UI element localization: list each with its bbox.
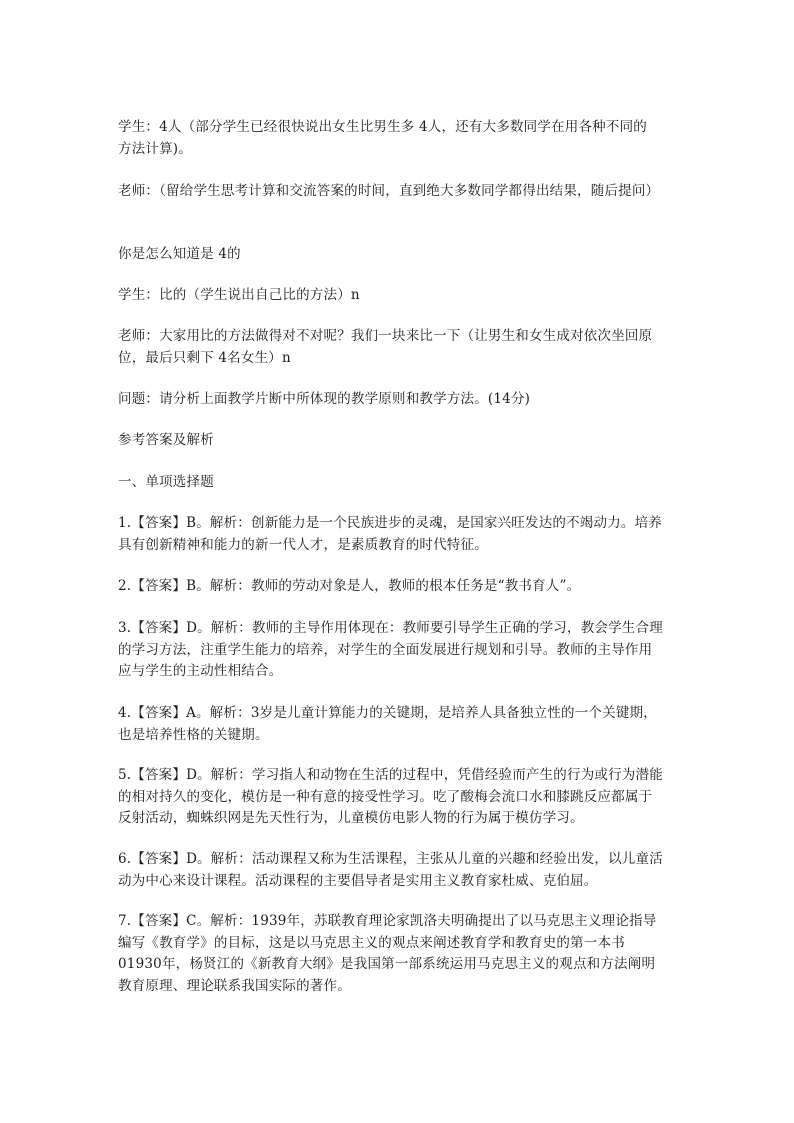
text-line: 方法计算)。 bbox=[118, 140, 192, 157]
paragraph-teacher-wait bbox=[118, 181, 678, 203]
paragraph-teacher-compare bbox=[118, 326, 678, 369]
text-line: 参考答案及解析 bbox=[118, 432, 214, 448]
text-line: 问题：请分析上面教学片断中所体现的教学原则和教学方法。(14分) bbox=[118, 391, 531, 407]
text-line: 动为中心来设计课程。活动课程的主要倡导者是实用主义教育家杜威、克伯屈。 bbox=[118, 872, 598, 889]
answer-item-4 bbox=[118, 703, 678, 746]
text-line: 4.【答案】A。解析：3岁是儿童计算能力的关键期，是培养人具备独立性的一个关键期， bbox=[118, 705, 657, 721]
text-line: 反射活动，蜘蛛织网是先天性行为，儿童模仿电影人物的行为属于模仿学习。 bbox=[118, 810, 584, 826]
text-line: 具有创新精神和能力的新一代人才，是素质教育的时代特征。 bbox=[118, 536, 488, 553]
paragraph-student-compare bbox=[118, 285, 678, 307]
text-line: 6.【答案】D。解析：活动课程又称为生活课程，主张从儿童的兴趣和经验出发，以儿童活 bbox=[118, 851, 663, 867]
paragraph-student-answer-4 bbox=[118, 117, 678, 160]
text-line: 教育原理、理论联系我国实际的著作。 bbox=[118, 977, 351, 994]
text-line: 学生：4人（部分学生已经很快说出女生比男生多 4人，还有大多数同学在用各种不同的 bbox=[118, 119, 647, 135]
text-line: 老师：大家用比的方法做得对不对呢？我们一块来比一下（让男生和女生成对依次坐回原 bbox=[118, 328, 653, 344]
paragraph-question-how bbox=[118, 244, 678, 266]
answer-item-2 bbox=[118, 576, 678, 598]
text-line: 也是培养性格的关键期。 bbox=[118, 726, 269, 743]
text-line: 的学习方法，注重学生能力的培养，对学生的全面发展进行规划和引导。教师的主导作用 bbox=[118, 641, 653, 658]
section-heading-answers bbox=[118, 430, 678, 452]
text-line: 位，最后只剩下 4名女生）n bbox=[118, 349, 291, 366]
text-line: 应与学生的主动性相结合。 bbox=[118, 663, 283, 679]
text-line: 一、单项选择题 bbox=[118, 474, 214, 490]
text-line: 编写《教育学》的目标，这是以马克思主义的观点来阐述教育学和教育史的第一本书 bbox=[118, 934, 625, 951]
answer-item-5 bbox=[118, 765, 678, 830]
text-line: 你是怎么知道是 4的 bbox=[118, 246, 241, 262]
answer-item-3 bbox=[118, 618, 678, 683]
answer-item-6 bbox=[118, 849, 678, 892]
text-line: 2.【答案】B。解析：教师的劳动对象是人，教师的根本任务是“教书育人”。 bbox=[118, 578, 581, 594]
text-line: 5.【答案】D。解析：学习指人和动物在生活的过程中，凭借经验而产生的行为或行为潜能 bbox=[118, 767, 663, 783]
answer-item-1 bbox=[118, 513, 678, 556]
text-line: 3.【答案】D。解析：教师的主导作用体现在：教师要引导学生正确的学习，教会学生合理 bbox=[118, 620, 663, 636]
paragraph-problem bbox=[118, 389, 678, 411]
text-line: 7.【答案】C。解析：1939年，苏联教育理论家凯洛夫明确提出了以马克思主义理论指导 bbox=[118, 913, 657, 929]
text-line: 学生：比的（学生说出自己比的方法）n bbox=[118, 287, 360, 303]
text-line: 老师：（留给学生思考计算和交流答案的时间，直到绝大多数同学都得出结果，随后提问） bbox=[118, 183, 660, 199]
text-line: 01930年，杨贤江的《新教育大纲》是我国第一部系统运用马克思主义的观点和方法阐明 bbox=[118, 956, 656, 972]
section-heading-single-choice bbox=[118, 472, 678, 494]
text-line: 的相对持久的变化，模仿是一种有意的接受性学习。吃了酸梅会流口水和膝跳反应都属于 bbox=[118, 788, 653, 805]
answer-item-7 bbox=[118, 911, 678, 997]
text-line: 1.【答案】B。解析：创新能力是一个民族进步的灵魂，是国家兴旺发达的不竭动力。培养 bbox=[118, 515, 662, 531]
